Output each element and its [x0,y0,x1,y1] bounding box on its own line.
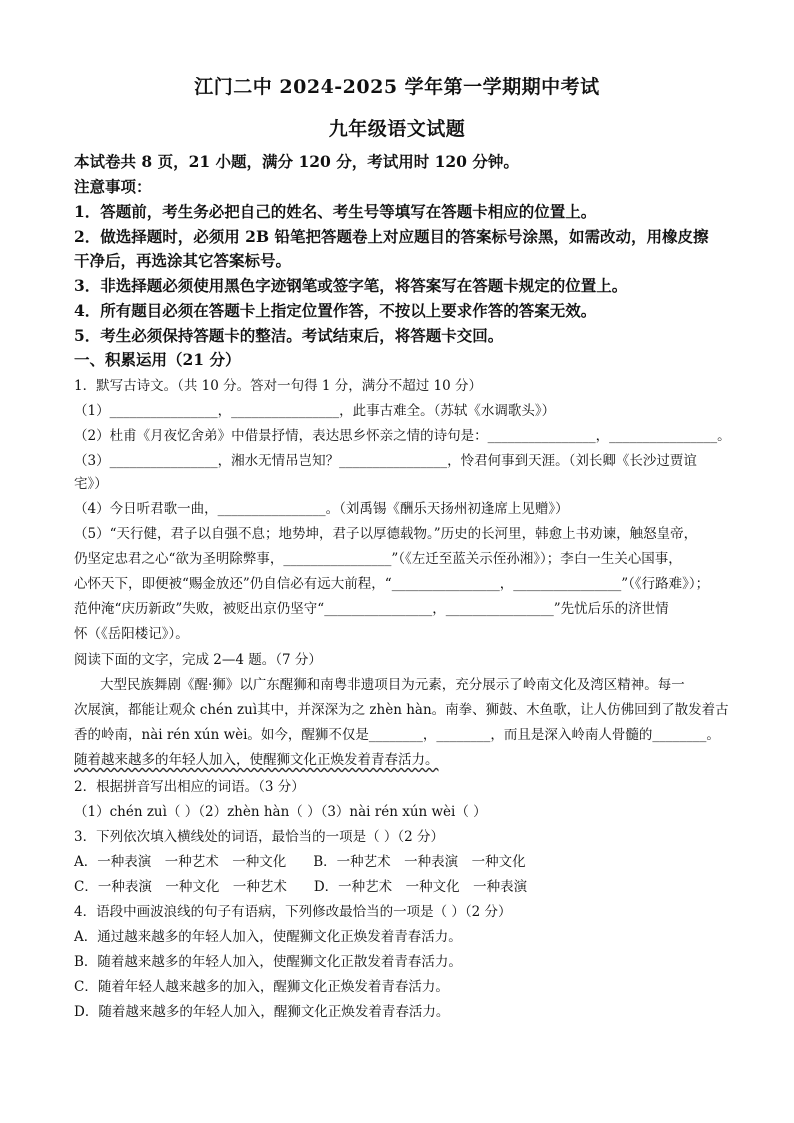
q1-line: （2）杜甫《月夜忆舍弟》中借景抒情，表达思乡怀亲之情的诗句是：________________，________________。 [74,428,731,444]
q4-option: D．随着越来越多的年轻人加入，醒狮文化正焕发着青春活力。 [74,1004,450,1020]
reading-paragraph-line: 香的岭南，nài rén xún wèi。如今，醒狮不仅是________，________，而且是深入岭南人骨髓的________。 [74,727,720,743]
q4-option: B．随着越来越多的年轻人加入，使醒狮文化正散发着青春活力。 [74,954,462,970]
reading-paragraph-line: 大型民族舞剧《醒·狮》以广东醒狮和南粤非遗项目为元素，充分展示了岭南文化及湾区精神。每一 [100,677,685,693]
q1-line: 仍坚定忠君之心“欲为圣明除弊事，________________”（《左迁至蓝关示侄孙湘》）；李白一生关心国事， [74,551,682,567]
q1-line: （4）今日听君歌一曲，________________。（刘禹锡《酬乐天扬州初逢席上见赠》） [74,501,569,517]
exam-summary: 本试卷共 8 页，21 小题，满分 120 分，考试用时 120 分钟。 [74,152,519,171]
reading-intro: 阅读下面的文字，完成 2—4 题。（7 分） [74,652,322,668]
notice-item-5: 5．考生必须保持答题卡的整洁。考试结束后，将答题卡交回。 [74,326,504,345]
notice-item-1: 1．答题前，考生务必把自己的姓名、考生号等填写在答题卡相应的位置上。 [74,202,597,221]
q1-line: 怀（《岳阳楼记》）。 [74,626,189,642]
wavy-sentence: 随着越来越多的年轻人加入，使醒狮文化正焕发着青春活力。 [74,752,439,768]
q1-stem: 1．默写古诗文。（共 10 分。答对一句得 1 分，满分不超过 10 分） [74,378,483,394]
notice-heading: 注意事项： [74,177,152,196]
exam-subtitle: 九年级语文试题 [328,118,466,140]
q1-line: （1）________________，________________，此事古难全。（苏轼《水调歌头》） [74,403,556,419]
q1-line: 心怀天下，即便被“赐金放还”仍自信必有远大前程，“________________，________________”（《行路难》）； [74,576,710,592]
q4-stem: 4．语段中画波浪线的句子有语病，下列修改最恰当的一项是（ ）（2 分） [74,904,512,920]
q1-line: （5）“天行健，君子以自强不息；地势坤，君子以厚德载物。”历史的长河里，韩愈上书劝谏，触怒皇帝， [74,526,698,542]
q4-option: C．随着年轻人越来越多的加入，醒狮文化正焕发着青春活力。 [74,979,449,995]
exam-title: 江门二中 2024-2025 学年第一学期期中考试 [194,76,600,98]
wavy-line-wrapper [74,748,734,768]
q1-line: 宅》） [74,476,108,492]
notice-item-4: 4．所有题目必须在答题卡上指定位置作答，不按以上要求作答的答案无效。 [74,301,597,320]
q2-items: （1）chén zuì（ ）（2）zhèn hàn（ ）（3）nài rén xún wèi（ ） [74,804,487,820]
notice-item-3: 3．非选择题必须使用黑色字迹钢笔或签字笔，将答案写在答题卡规定的位置上。 [74,276,628,295]
q1-line: （3）________________，湘水无情吊岂知？________________，怜君何事到天涯。（刘长卿《长沙过贾谊 [74,453,697,469]
section-heading: 一、积累运用（21 分） [74,350,241,369]
q3-option-row: A．一种表演 一种艺术 一种文化 B．一种艺术 一种表演 一种文化 [74,854,526,870]
q2-stem: 2．根据拼音写出相应的词语。（3 分） [74,779,305,795]
notice-item-2: 2．做选择题时，必须用 2B 铅笔把答题卷上对应题目的答案标号涂黑，如需改动，用橡皮擦 [74,227,709,246]
q3-stem: 3．下列依次填入横线处的词语，最恰当的一项是（ ）（2 分） [74,829,445,845]
q3-option-row: C．一种表演 一种文化 一种艺术 D．一种艺术 一种文化 一种表演 [74,879,528,895]
q1-line: 范仲淹“庆历新政”失败，被贬出京仍坚守“________________，________________”先忧后乐的济世情 [74,601,669,617]
q4-option: A．通过越来越多的年轻人加入，使醒狮文化正焕发着青春活力。 [74,929,462,945]
reading-paragraph-line: 次展演，都能让观众 chén zuì其中，并深深为之 zhèn hàn。南拳、狮鼓、木鱼歌，让人仿佛回到了散发着古 [74,702,729,718]
notice-item-2-cont: 干净后，再选涂其它答案标号。 [74,251,292,270]
